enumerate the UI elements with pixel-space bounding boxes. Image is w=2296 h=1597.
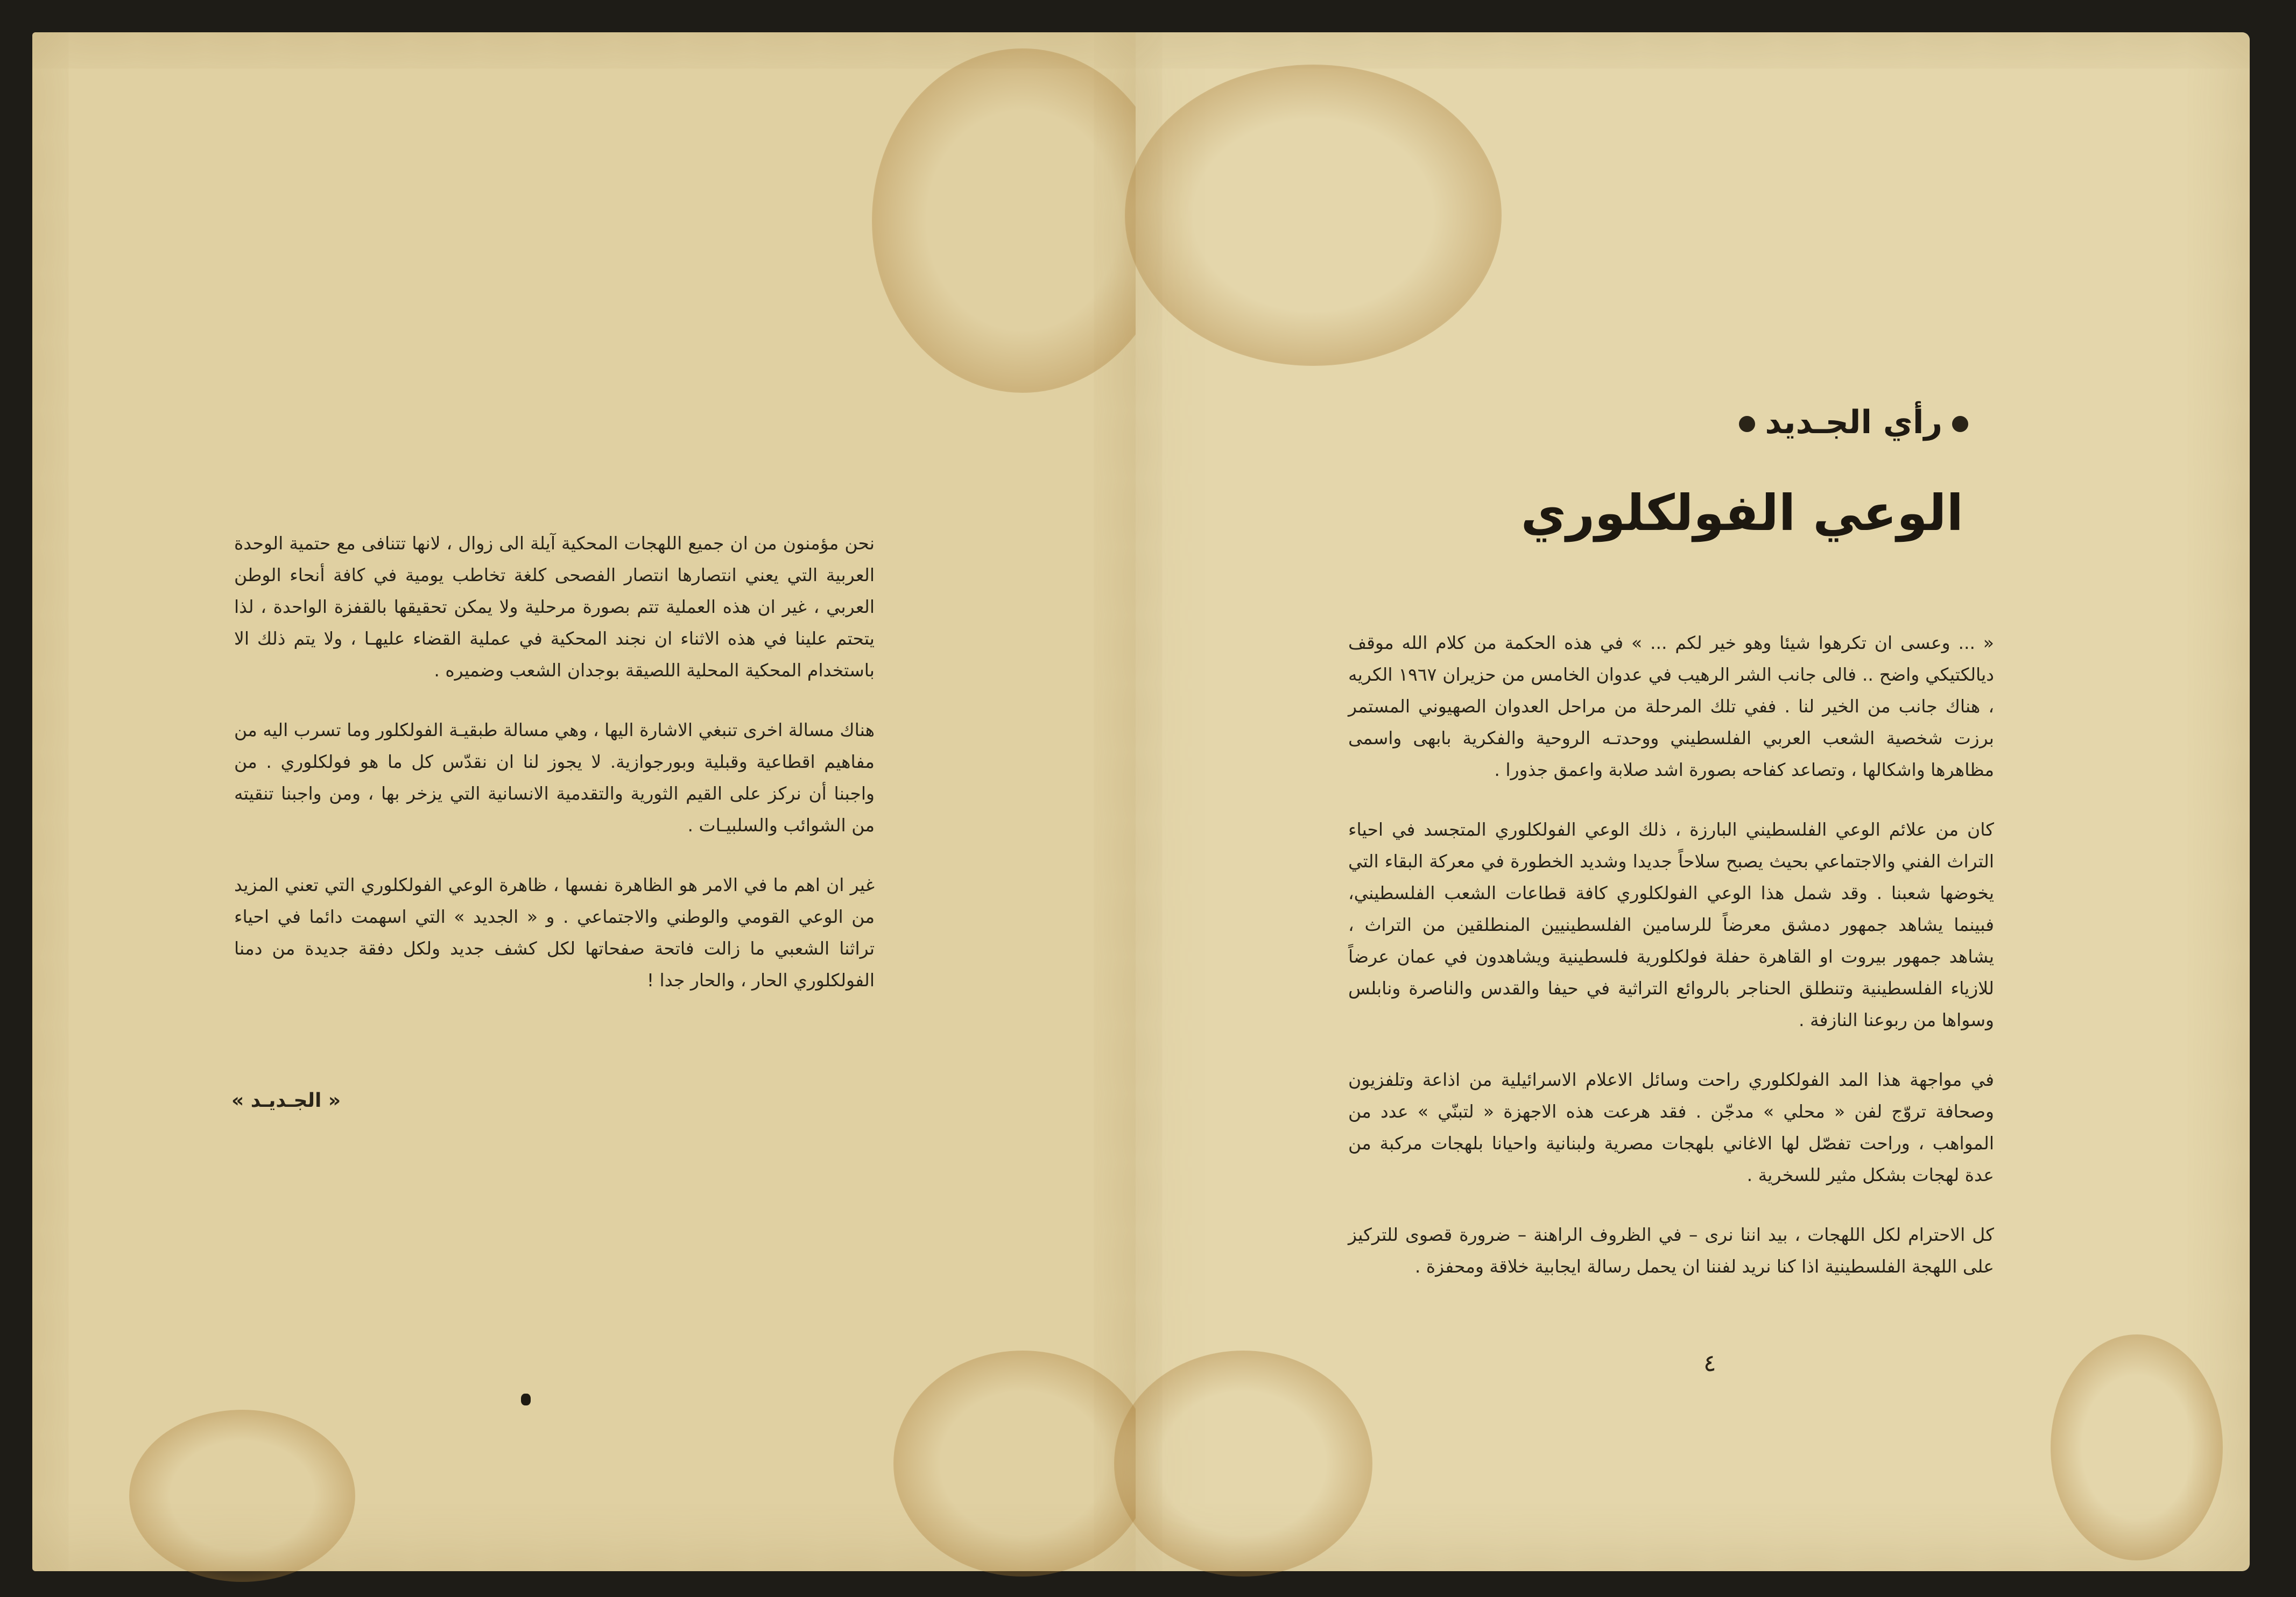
water-stain xyxy=(1114,1351,1372,1577)
paragraph: غير ان اهم ما في الامر هو الظاهرة نفسها ، ظاهرة الوعي الفولكلوري التي تعني المزيد من الوعي القومي والوطني والاجتماعي . و « الجديد » التي اسهمت دائما في احياء تراثنا الشعبي ما زالت فاتحة صفحاتها لكل كشف جديد ولكل دفقة جديدة من دمنا الفولكلوري الحار ، والحار جدا ! xyxy=(234,874,875,991)
paragraph: نحن مؤمنون من ان جميع اللهجات المحكية آيلة الى زوال ، لانها تتنافى مع حتمية الوحدة العربية التي يعني انتصارها انتصار الفصحى كلغة تخاطب يومية في كافة أنحاء الوطن العربي ، غير ان هذه العملية تتم بصورة مرحلية ولا يمكن تحقيقها بالقفزة الواحدة ، لذا يتحتم علينا في هذه الاثناء ان نجند المحكية في عملية القضاء عليهـا ، ولا يتم ذلك الا باستخدام المحكية المحلية اللصيقة بوجدان الشعب وضميره . xyxy=(234,533,875,681)
ink-mark xyxy=(521,1394,531,1405)
paragraph: كان من علائم الوعي الفلسطيني البارزة ، ذلك الوعي الفولكلوري المتجسد في احياء التراث الفني والاجتماعي بحيث يصبح سلاحاً جديدا وشديد الخطورة في معركة البقاء التي يخوضها شعبنا . وقد شمل هذا الوعي الفولكلوري كافة قطاعات الشعب الفلسطيني، فبينما يشاهد جمهور دمشق معرضاً للرسامين الفلسطينيين المنطلقين من التراث ، يشاهد جمهور بيروت او القاهرة حفلة فولكلورية فلسطينية ويشاهدون في عمان عرضاً للازياء الفلسطينية وتنطلق الحناجر بالروائع التراثية في حيفا والقدس والناصرة ونابلس وسواها من ربوعنا النازفة . xyxy=(1348,819,1994,1030)
right-page xyxy=(1136,32,2250,1571)
page-number: ٤ xyxy=(1703,1349,1716,1377)
section-label-text: رأي الجـديد xyxy=(1765,404,1942,441)
signature: « الجـديـد » xyxy=(231,1090,341,1112)
water-stain xyxy=(893,1351,1152,1577)
water-stain xyxy=(1125,65,1502,366)
paragraph: هناك مسالة اخرى تنبغي الاشارة اليها ، وهي مسالة طبقيـة الفولكلور وما تسرب اليه من مفاهيم اقطاعية وقبلية وبورجوازية. لا يجوز لنا ان نقدّس كل ما هو فولكلوري . من واجبنا أن نركز على القيم الثورية والتقدمية الانسانية التي يزخر بها ، ومن واجبنا تنقيته من الشوائب والسلبيـات . xyxy=(234,719,875,836)
bullet-icon xyxy=(1952,416,1968,432)
section-label xyxy=(1729,404,1978,441)
paragraph: كل الاحترام لكل اللهجات ، بيد اننا نرى – في الظروف الراهنة – ضرورة قصوى للتركيز على اللهجة الفلسطينية اذا كنا نريد لفننا ان يحمل رسالة ايجابية خلاقة ومحفزة . xyxy=(1348,1224,1994,1277)
paragraph: في مواجهة هذا المد الفولكلوري راحت وسائل الاعلام الاسرائيلية من اذاعة وتلفزيون وصحافة تروّج لفن « محلي » مدجّن . فقد هرعت هذه الاجهزة « لتبنّي » عدد من المواهب ، وراحت تفصّل لها الاغاني بلهجات مصرية ولبنانية واحيانا بلهجات مركبة من عدة لهجات بشكل مثير للسخرية . xyxy=(1348,1069,1994,1185)
paragraph: « ... وعسى ان تكرهوا شيئا وهو خير لكم ... » في هذه الحكمة من كلام الله موقف ديالكتيكي واضح .. فالى جانب الشر الرهيب في عدوان الخامس من حزيران ١٩٦٧ الكريه ، هناك جانب من الخير لنا . ففي تلك المرحلة من مراحل العدوان الصهيوني المستمر برزت شخصية الشعب العربي الفلسطيني ووحدتـه الروحية والفكرية بابهى واسمى مظاهرها واشكالها ، وتصاعد كفاحه بصورة اشد صلابة واعمق جذورا . xyxy=(1348,632,1994,780)
right-article-body xyxy=(1348,627,1994,1310)
water-stain xyxy=(129,1410,355,1582)
water-stain xyxy=(2051,1334,2223,1560)
left-page xyxy=(32,32,1136,1571)
bullet-icon xyxy=(1739,416,1755,432)
left-article-body xyxy=(234,527,875,1024)
article-headline: الوعي الفولكلوري xyxy=(1520,484,1963,542)
